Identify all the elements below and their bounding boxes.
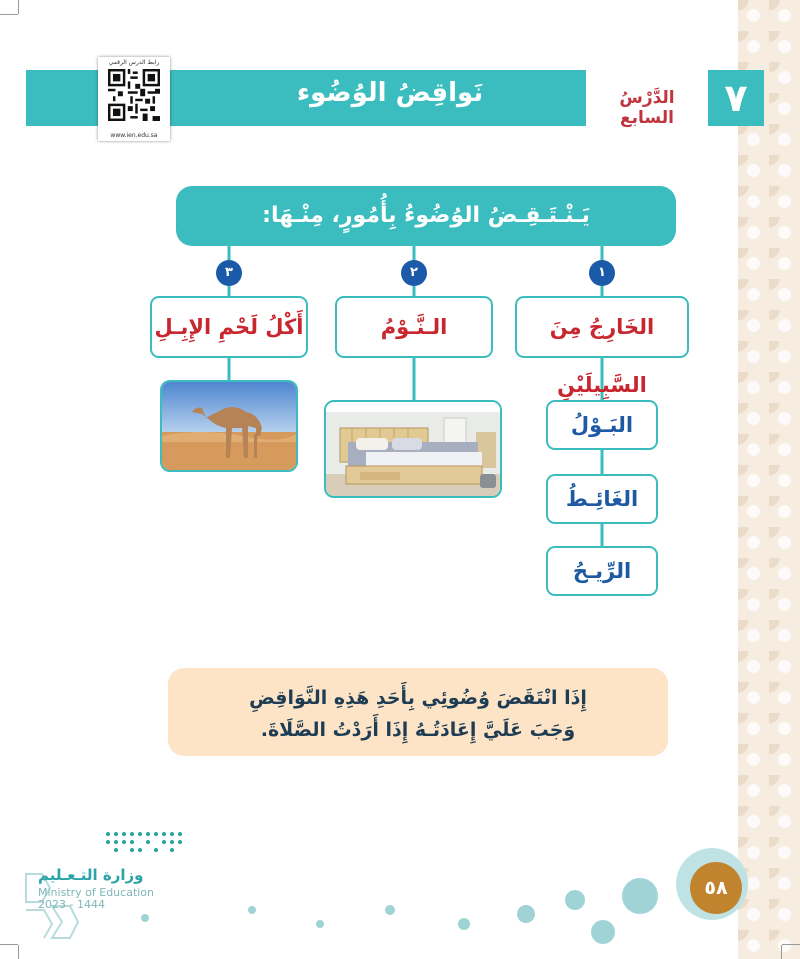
subitem-box: الرِّيـحُ xyxy=(546,546,658,596)
qr-caption: رابط الدرس الرقمي xyxy=(108,59,160,66)
item-number-2: ٢ xyxy=(401,260,427,286)
ministry-name-ar: وزارة التـعـليم xyxy=(38,866,144,884)
item-number-1: ١ xyxy=(589,260,615,286)
note-box xyxy=(168,668,668,756)
edition-year: 2023 - 1444 xyxy=(38,898,105,911)
item-number-3: ٣ xyxy=(216,260,242,286)
subitem-box: الغَائِـطُ xyxy=(546,474,658,524)
camel-image xyxy=(160,380,298,472)
lesson-number: ٧ xyxy=(724,76,748,120)
item-box-3: أَكْلُ لَحْمِ الإِبِـلِ xyxy=(150,296,308,358)
item-box-1: الخَارِجُ مِنَ السَّبِيلَيْنِ xyxy=(515,296,689,358)
main-statement-box: يَـنْـتَـقِـضُ الوُضُوءُ بِأُمُورٍ، مِنْـهَا: xyxy=(176,186,676,246)
qr-url[interactable]: www.ien.edu.sa xyxy=(110,132,158,139)
note-line-1: إِذَا انْتَقَضَ وُضُوئِي بِأَحَدِ هَذِهِ النَّوَاقِضِ xyxy=(249,687,587,709)
ministry-logo-icon xyxy=(100,828,190,868)
bed-image xyxy=(324,400,502,498)
page-number-badge: ٥٨ xyxy=(690,862,742,914)
note-line-2: وَجَبَ عَلَيَّ إِعَادَتُـهُ إِذَا أَرَدْتُ الصَّلَاةَ. xyxy=(260,719,576,741)
lesson-label: الدَّرْسُ السابع xyxy=(619,88,675,128)
item-box-2: الـنَّـوْمُ xyxy=(335,296,493,358)
ministry-name-en: Ministry of Education xyxy=(38,886,155,899)
page-title: نَواقِضُ الوُضُوء xyxy=(296,78,484,108)
subitem-box: البَـوْلُ xyxy=(546,400,658,450)
